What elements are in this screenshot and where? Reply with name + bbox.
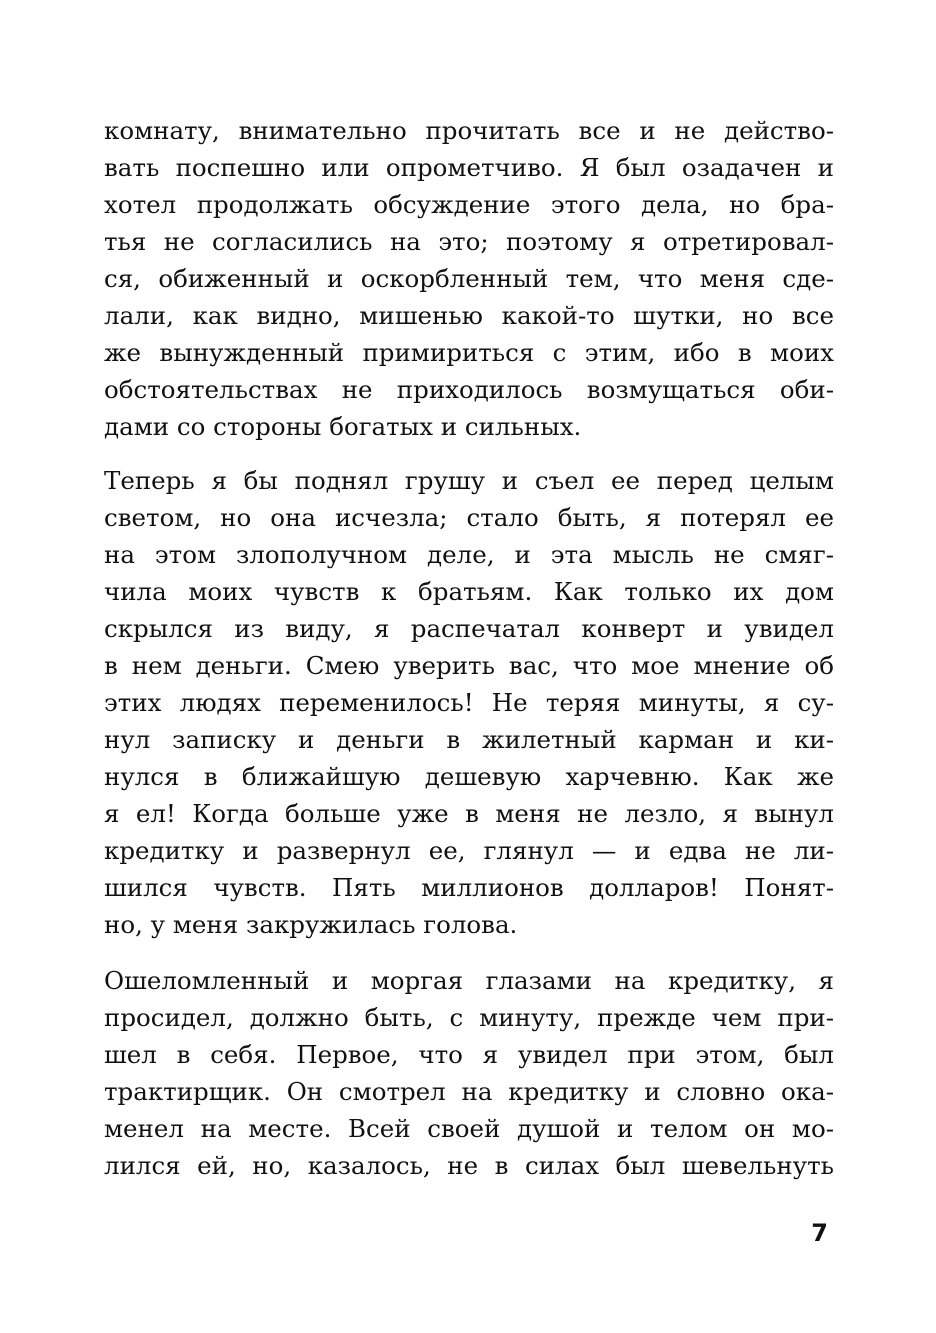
text-line: кредитку и развернул ее, глянул — и едва не ли- <box>104 836 834 865</box>
paragraph-2 <box>104 462 834 943</box>
text-line: лился ей, но, казалось, не в силах был шевельнуть <box>104 1151 834 1180</box>
text-line: чила моих чувств к братьям. Как только их дом <box>104 577 834 606</box>
text-line: шился чувств. Пять миллионов долларов! Понят- <box>104 873 834 902</box>
text-line: же вынужденный примириться с этим, ибо в моих <box>104 338 834 367</box>
text-line: ся, обиженный и оскорбленный тем, что меня сде- <box>104 264 834 293</box>
text-line: Ошеломленный и моргая глазами на кредитку, я <box>104 966 834 995</box>
text-line: Теперь я бы поднял грушу и съел ее перед целым <box>104 466 834 495</box>
page-number: 7 <box>811 1219 828 1247</box>
paragraph-1 <box>104 112 834 445</box>
text-line: нулся в ближайшую дешевую харчевню. Как же <box>104 762 834 791</box>
text-line: просидел, должно быть, с минуту, прежде чем при- <box>104 1003 834 1032</box>
text-line: скрылся из виду, я распечатал конверт и увидел <box>104 614 834 643</box>
text-line: нул записку и деньги в жилетный карман и ки- <box>104 725 834 754</box>
text-line: комнату, внимательно прочитать все и не действо- <box>104 116 834 145</box>
text-line: дами со стороны богатых и сильных. <box>104 412 582 441</box>
text-line: я ел! Когда больше уже в меня не лезло, я вынул <box>104 799 834 828</box>
text-line: шел в себя. Первое, что я увидел при этом, был <box>104 1040 834 1069</box>
text-line: трактирщик. Он смотрел на кредитку и словно ока- <box>104 1077 834 1106</box>
text-line: этих людях переменилось! Не теряя минуты, я су- <box>104 688 834 717</box>
text-line: но, у меня закружилась голова. <box>104 910 518 939</box>
text-line: тья не согласились на это; поэтому я отретировал- <box>104 227 834 256</box>
text-line: лали, как видно, мишенью какой-то шутки, но все <box>104 301 834 330</box>
text-line: обстоятельствах не приходилось возмущаться оби- <box>104 375 834 404</box>
text-line: на этом злополучном деле, и эта мысль не смяг- <box>104 540 834 569</box>
paragraph-3 <box>104 962 834 1184</box>
text-line: менел на месте. Всей своей душой и телом он мо- <box>104 1114 834 1143</box>
text-line: вать поспешно или опрометчиво. Я был озадачен и <box>104 153 834 182</box>
text-line: светом, но она исчезла; стало быть, я потерял ее <box>104 503 834 532</box>
text-line: в нем деньги. Смею уверить вас, что мое мнение об <box>104 651 834 680</box>
text-line: хотел продолжать обсуждение этого дела, но бра- <box>104 190 834 219</box>
